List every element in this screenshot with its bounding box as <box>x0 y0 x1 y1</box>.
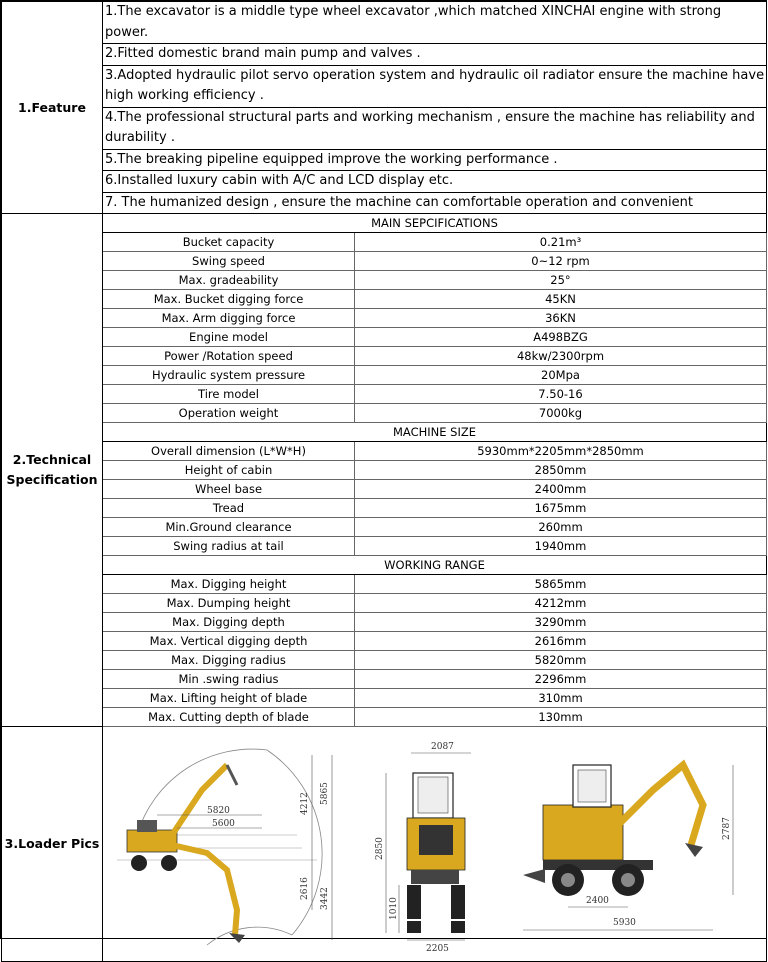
feature-item-3: 3.Adopted hydraulic pilot servo operation system and hydraulic oil radiator ensure the machine have high working efficiency . <box>103 65 767 107</box>
spec-value: 0.21m³ <box>355 233 767 252</box>
spec-row <box>2 252 767 271</box>
spec-row <box>2 670 767 689</box>
spec-row <box>2 689 767 708</box>
spec-row <box>2 328 767 347</box>
spec-key: Max. Digging height <box>103 575 355 594</box>
spec-key: Bucket capacity <box>103 233 355 252</box>
spec-value: A498BZG <box>355 328 767 347</box>
spec-value: 25° <box>355 271 767 290</box>
spec-key: Min.Ground clearance <box>103 518 355 537</box>
spec-value: 2616mm <box>355 632 767 651</box>
spec-key: Max. Arm digging force <box>103 309 355 328</box>
dim-3442: 3442 <box>320 887 330 910</box>
dim-2205: 2205 <box>426 944 449 954</box>
feature-item-2: 2.Fitted domestic brand main pump and valves . <box>103 44 767 66</box>
feature-item-4: 4.The professional structural parts and working mechanism , ensure the machine has reliability and durability . <box>103 107 767 149</box>
spec-row <box>2 518 767 537</box>
spec-row <box>2 575 767 594</box>
spec-row <box>2 651 767 670</box>
dim-2787: 2787 <box>722 817 732 840</box>
spec-value: 20Mpa <box>355 366 767 385</box>
spec-value: 7.50-16 <box>355 385 767 404</box>
spec-value: 4212mm <box>355 594 767 613</box>
dim-2400: 2400 <box>586 896 609 906</box>
spec-value: 5930mm*2205mm*2850mm <box>355 442 767 461</box>
feature-item-1: 1.The excavator is a middle type wheel excavator ,which matched XINCHAI engine with strong power. <box>103 2 767 44</box>
spec-row <box>2 480 767 499</box>
spec-key: Max. Digging radius <box>103 651 355 670</box>
spec-row <box>2 594 767 613</box>
spec-key: Max. Dumping height <box>103 594 355 613</box>
spec-value: 48kw/2300rpm <box>355 347 767 366</box>
spec-row <box>2 233 767 252</box>
dim-5820: 5820 <box>207 806 230 816</box>
spec-section-header-row <box>2 423 767 442</box>
spec-row <box>2 537 767 556</box>
spec-key: Max. Lifting height of blade <box>103 689 355 708</box>
spec-row <box>2 309 767 328</box>
loader-pics-cell <box>103 727 767 962</box>
dim-2087: 2087 <box>431 742 454 752</box>
spec-key: Swing radius at tail <box>103 537 355 556</box>
spec-row <box>2 290 767 309</box>
spec-section-header: MAIN SEPCIFICATIONS <box>103 214 767 233</box>
spec-key: Wheel base <box>103 480 355 499</box>
technical-spec-body <box>2 214 767 727</box>
spec-key: Tread <box>103 499 355 518</box>
feature-item-5: 5.The breaking pipeline equipped improve the working performance . <box>103 149 767 171</box>
feature-item-6: 6.Installed luxury cabin with A/C and LCD display etc. <box>103 171 767 193</box>
loader-pics-row <box>2 727 767 962</box>
front-view-drawing <box>371 735 501 955</box>
spec-value: 1940mm <box>355 537 767 556</box>
spec-row <box>2 404 767 423</box>
spec-key: Max. gradeability <box>103 271 355 290</box>
spec-value: 36KN <box>355 309 767 328</box>
spec-key: Power /Rotation speed <box>103 347 355 366</box>
spec-section-header-row <box>2 214 767 233</box>
spec-value: 45KN <box>355 290 767 309</box>
spec-section-header-row <box>2 556 767 575</box>
spec-value: 5865mm <box>355 575 767 594</box>
spec-value: 7000kg <box>355 404 767 423</box>
spec-key: Height of cabin <box>103 461 355 480</box>
side-view-drawing <box>117 735 357 955</box>
dim-4212: 4212 <box>300 792 310 815</box>
feature-item-7: 7. The humanized design , ensure the machine can comfortable operation and convenient <box>103 192 767 214</box>
spec-row <box>2 461 767 480</box>
technical-label <box>2 214 103 727</box>
spec-row <box>2 271 767 290</box>
technical-label-line1: 2.Technical <box>12 452 92 467</box>
spec-value: 3290mm <box>355 613 767 632</box>
spec-value: 260mm <box>355 518 767 537</box>
spec-section-header: MACHINE SIZE <box>103 423 767 442</box>
dim-5865: 5865 <box>320 782 330 805</box>
dim-5600: 5600 <box>212 819 235 829</box>
spec-key: Min .swing radius <box>103 670 355 689</box>
spec-row <box>2 347 767 366</box>
spec-key: Max. Cutting depth of blade <box>103 708 355 727</box>
spec-key: Engine model <box>103 328 355 347</box>
technical-label-line2: Specification <box>6 472 98 487</box>
spec-value: 0~12 rpm <box>355 252 767 271</box>
spec-value: 2400mm <box>355 480 767 499</box>
loader-pics-label: 3.Loader Pics <box>2 727 103 962</box>
spec-value: 130mm <box>355 708 767 727</box>
right-side-drawing <box>513 735 753 955</box>
spec-key: Tire model <box>103 385 355 404</box>
spec-section-header: WORKING RANGE <box>103 556 767 575</box>
spec-key: Swing speed <box>103 252 355 271</box>
spec-table <box>1 1 767 962</box>
spec-value: 2296mm <box>355 670 767 689</box>
dim-1010: 1010 <box>389 897 399 920</box>
spec-key: Hydraulic system pressure <box>103 366 355 385</box>
spec-key: Max. Digging depth <box>103 613 355 632</box>
spec-row <box>2 442 767 461</box>
feature-row <box>2 2 767 44</box>
spec-row <box>2 632 767 651</box>
spec-key: Operation weight <box>103 404 355 423</box>
spec-row <box>2 385 767 404</box>
dim-2616: 2616 <box>300 877 310 900</box>
spec-key: Max. Bucket digging force <box>103 290 355 309</box>
spec-value: 2850mm <box>355 461 767 480</box>
spec-row <box>2 366 767 385</box>
spec-row <box>2 499 767 518</box>
spec-value: 5820mm <box>355 651 767 670</box>
spec-key: Overall dimension (L*W*H) <box>103 442 355 461</box>
spec-value: 1675mm <box>355 499 767 518</box>
spec-value: 310mm <box>355 689 767 708</box>
spec-key: Max. Vertical digging depth <box>103 632 355 651</box>
dim-5930: 5930 <box>613 918 636 928</box>
spec-row <box>2 613 767 632</box>
spec-row <box>2 708 767 727</box>
dim-2850: 2850 <box>375 837 385 860</box>
feature-label: 1.Feature <box>2 2 103 214</box>
